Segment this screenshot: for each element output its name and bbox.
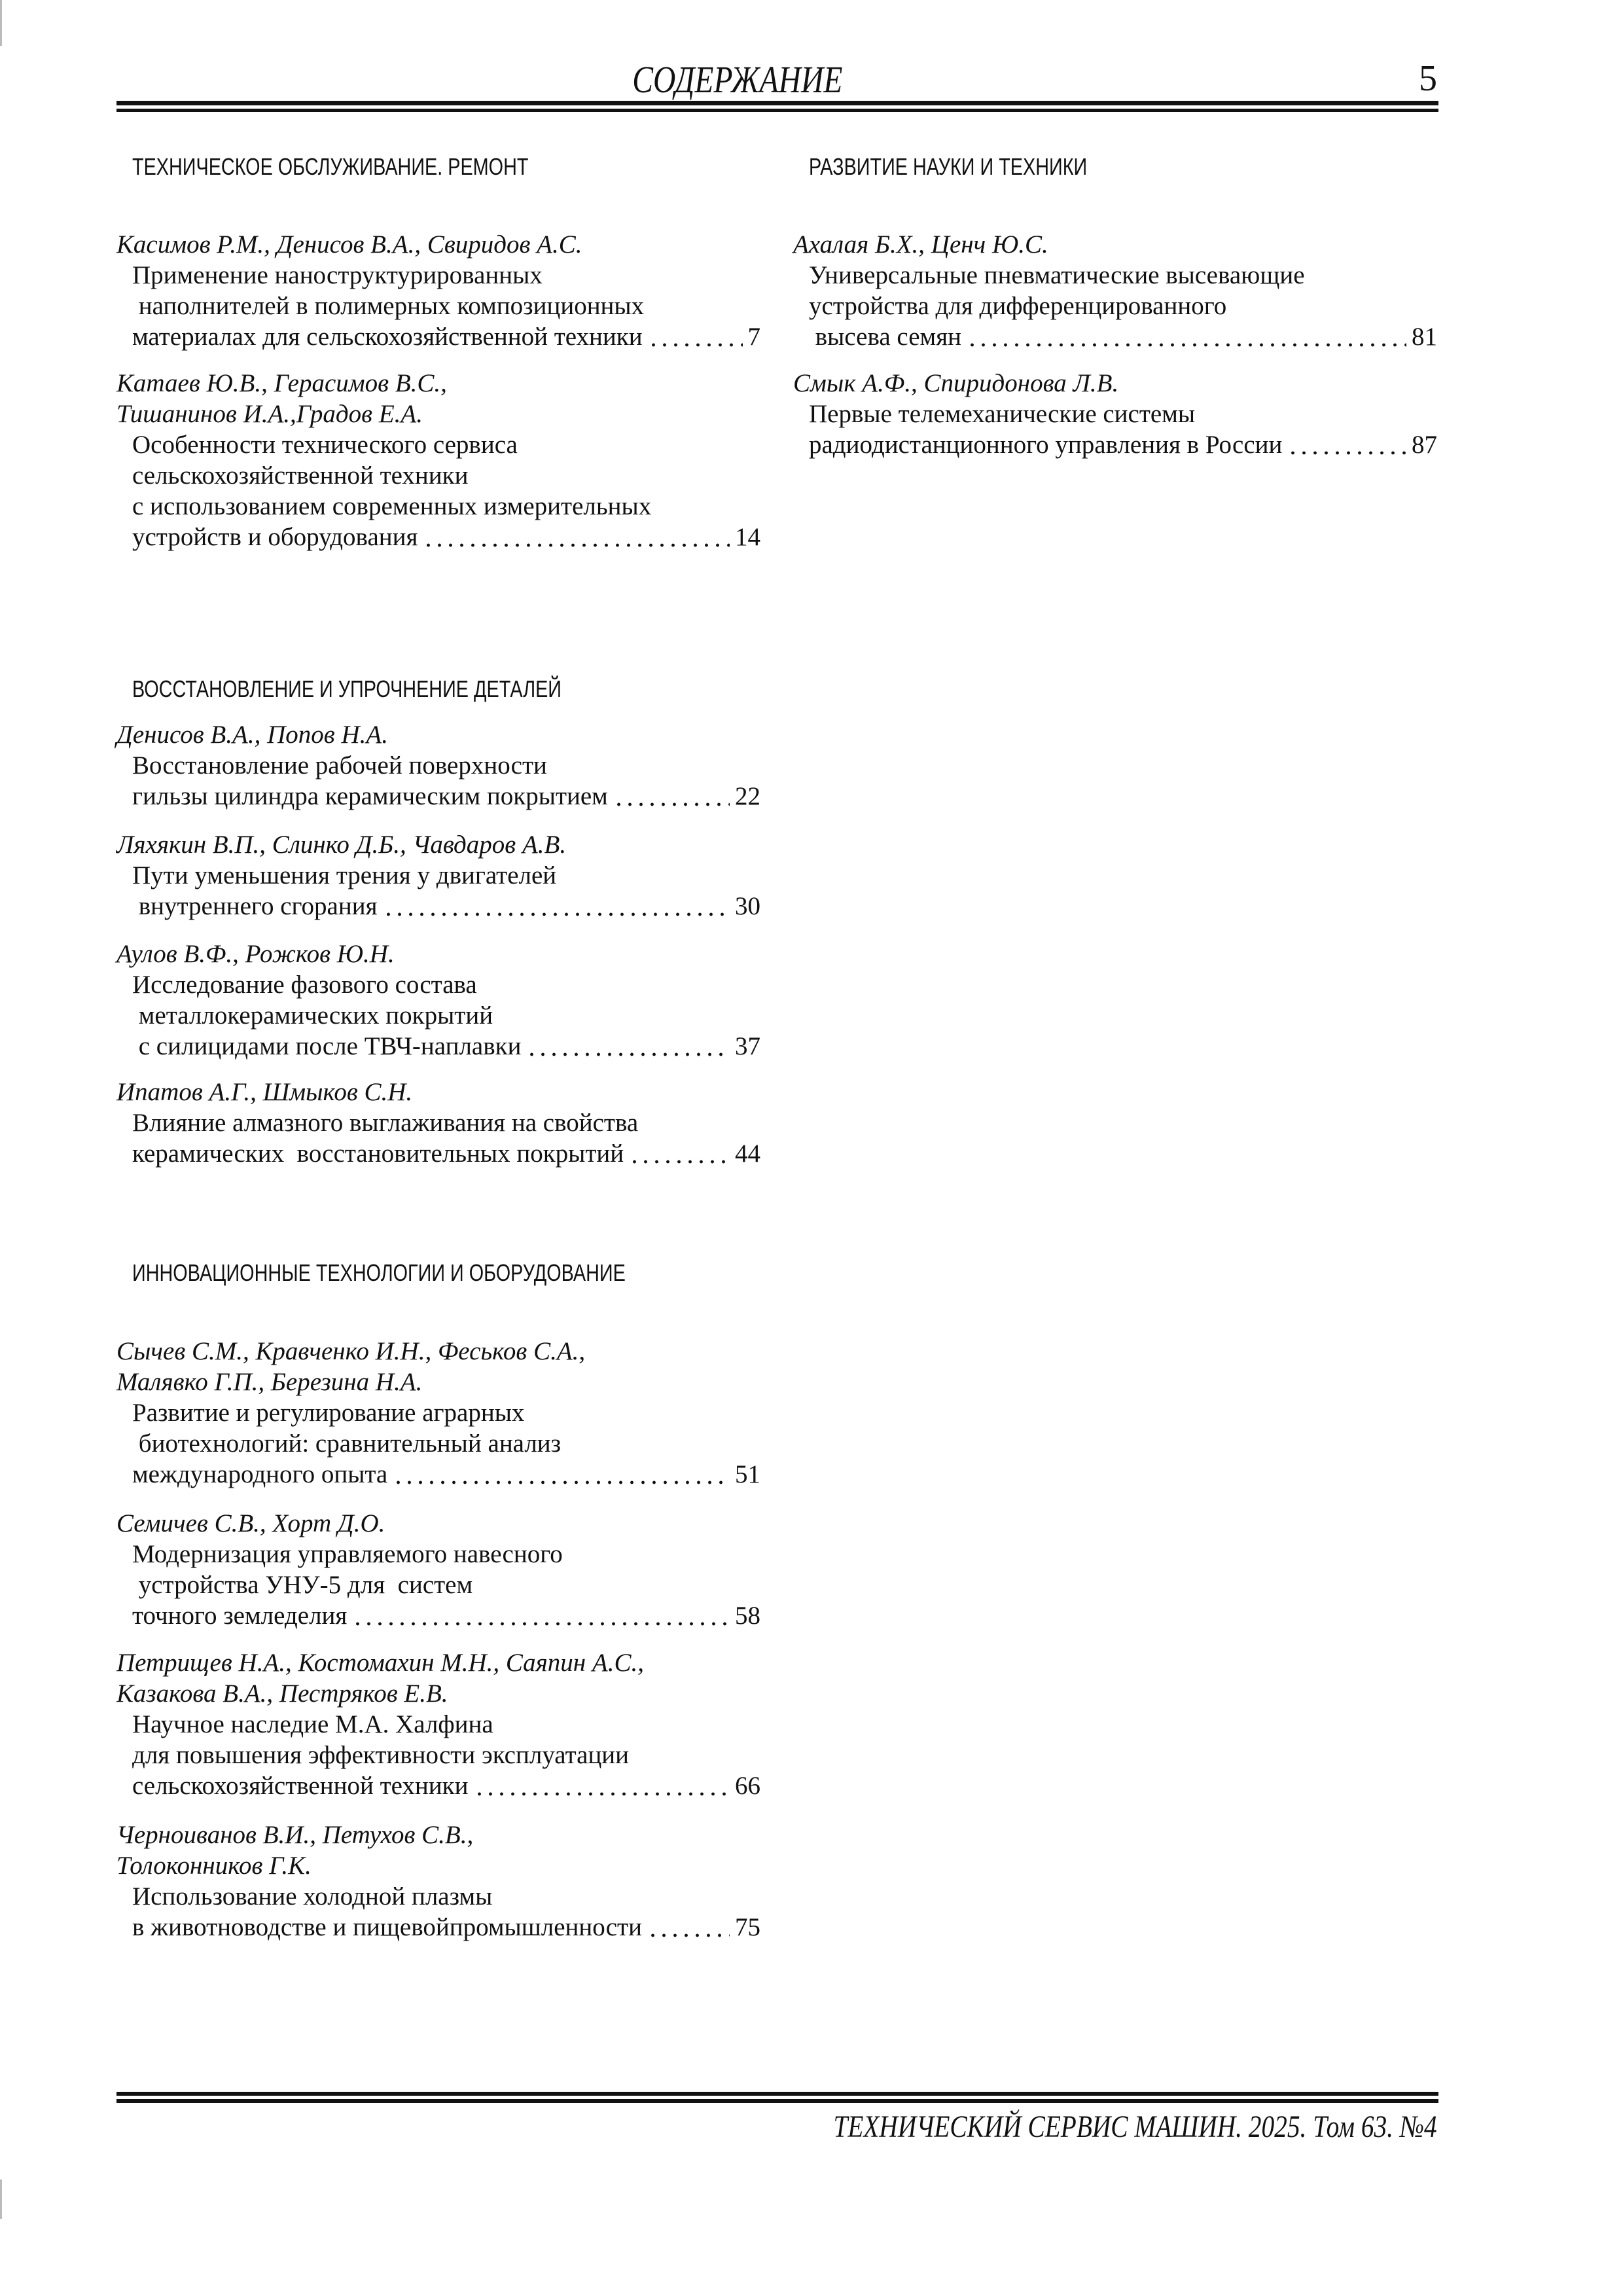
entry-title: Пути уменьшения трения у двигателей <box>132 861 557 889</box>
entry-title-line <box>116 891 760 922</box>
entry-title: в животноводстве и пищевойпромышленности <box>132 1913 642 1941</box>
entry-title-line <box>793 291 1437 321</box>
entry-title-line <box>116 1000 760 1031</box>
entry-title: Развитие и регулирование аграрных <box>132 1399 525 1427</box>
entry-title: устройств и оборудования <box>132 523 418 551</box>
entry-authors: Тишанинов И.А.,Градов Е.А. <box>116 400 423 428</box>
entry-page-number: 58 <box>735 1602 760 1630</box>
journal-footer: ТЕХНИЧЕСКИЙ СЕРВИС МАШИН. 2025. Том 63. №4 <box>833 2109 1437 2144</box>
entry-title-line <box>116 429 760 460</box>
toc-entry[interactable] <box>116 719 760 812</box>
entry-authors: Ляхякин В.П., Слинко Д.Б., Чавдаров А.В. <box>116 831 567 859</box>
entry-title-line <box>793 321 1437 352</box>
entry-title-line <box>116 750 760 781</box>
entry-title-line <box>116 460 760 491</box>
entry-authors: Казакова В.А., Пестряков Е.В. <box>116 1679 448 1708</box>
entry-title-line <box>116 781 760 812</box>
entry-title-line <box>116 491 760 522</box>
entry-title-line <box>116 1138 760 1169</box>
toc-entry[interactable] <box>116 1508 760 1631</box>
entry-title-line <box>116 1539 760 1570</box>
entry-title-line <box>116 1740 760 1770</box>
entry-page-number: 30 <box>735 892 760 920</box>
dot-leader <box>352 1600 730 1631</box>
entry-authors: Малявко Г.П., Березина Н.А. <box>116 1368 423 1396</box>
toc-entry[interactable] <box>116 1820 760 1943</box>
toc-entry[interactable] <box>116 229 760 352</box>
entry-page-number: 7 <box>747 323 760 351</box>
section-heading: ВОССТАНОВЛЕНИЕ И УПРОЧНЕНИЕ ДЕТАЛЕЙ <box>132 675 562 702</box>
entry-page-number: 14 <box>735 523 760 551</box>
page-edge <box>0 2179 2 2219</box>
entry-title-line <box>793 429 1437 460</box>
entry-title-line <box>116 1459 760 1490</box>
entry-authors: Денисов В.А., Попов Н.А. <box>116 721 388 749</box>
entry-title: металлокерамических покрытий <box>132 1001 493 1030</box>
entry-title: Использование холодной плазмы <box>132 1882 493 1910</box>
entry-authors: Катаев Ю.В., Герасимов В.С., <box>116 369 447 397</box>
entry-page-number: 75 <box>735 1913 760 1941</box>
entry-authors: Толоконников Г.К. <box>116 1852 312 1880</box>
page-edge <box>0 0 2 46</box>
entry-title-line <box>116 1428 760 1459</box>
entry-title: для повышения эффективности эксплуатации <box>132 1741 630 1769</box>
footer-rule <box>116 2099 1438 2103</box>
entry-title: Первые телемеханические системы <box>809 400 1196 428</box>
entry-title-line <box>116 1770 760 1801</box>
dot-leader <box>383 891 730 922</box>
page-number: 5 <box>1419 58 1437 99</box>
entry-authors: Смык А.Ф., Спиридонова Л.В. <box>793 369 1119 397</box>
section-heading: ИННОВАЦИОННЫЕ ТЕХНОЛОГИИ И ОБОРУДОВАНИЕ <box>132 1259 626 1286</box>
header-rule <box>116 109 1438 112</box>
dot-leader <box>629 1138 730 1169</box>
entry-authors: Аулов В.Ф., Рожков Ю.Н. <box>116 940 395 968</box>
entry-page-number: 22 <box>735 782 760 810</box>
entry-title-line <box>116 1881 760 1912</box>
page-title <box>0 58 1475 101</box>
entry-title: международного опыта <box>132 1460 388 1488</box>
entry-title: материалах для сельскохозяйственной техники <box>132 323 643 351</box>
entry-title-line <box>116 860 760 891</box>
footer-rule <box>116 2092 1438 2096</box>
entry-title: Особенности технического сервиса <box>132 431 518 459</box>
entry-title: Научное наследие М.А. Халфина <box>132 1710 493 1738</box>
entry-title: Универсальные пневматические высевающие <box>809 261 1305 289</box>
dot-leader <box>648 321 743 352</box>
entry-title: радиодистанционного управления в России <box>809 431 1283 459</box>
entry-title: устройства для дифференцированного <box>809 292 1227 320</box>
toc-entry[interactable] <box>116 829 760 922</box>
toc-entry[interactable] <box>116 939 760 1062</box>
entry-title-line <box>793 260 1437 291</box>
entry-page-number: 66 <box>735 1772 760 1800</box>
entry-title-line <box>116 1570 760 1600</box>
toc-entry[interactable] <box>793 368 1437 460</box>
entry-page-number: 44 <box>735 1139 760 1168</box>
entry-title: сельскохозяйственной техники <box>132 461 469 490</box>
entry-title: Применение наноструктурированных <box>132 261 543 289</box>
entry-title: устройства УНУ-5 для систем <box>132 1571 473 1599</box>
dot-leader <box>526 1031 730 1062</box>
toc-entry[interactable] <box>116 1336 760 1490</box>
entry-title: Исследование фазового состава <box>132 971 477 999</box>
entry-title-line <box>116 1912 760 1943</box>
entry-title-line <box>116 969 760 1000</box>
entry-title: наполнителей в полимерных композиционных <box>132 292 645 320</box>
entry-title-line <box>116 321 760 352</box>
entry-title-line <box>116 1397 760 1428</box>
entry-title: биотехнологий: сравнительный анализ <box>132 1429 562 1458</box>
dot-leader <box>967 321 1406 352</box>
dot-leader <box>647 1912 730 1943</box>
page-title-text: СОДЕРЖАНИЕ <box>632 58 843 101</box>
entry-title: с использованием современных измерительных <box>132 492 652 520</box>
entry-title: керамических восстановительных покрытий <box>132 1139 624 1168</box>
entry-title: с силицидами после ТВЧ-наплавки <box>132 1032 522 1060</box>
entry-title-line <box>116 1709 760 1740</box>
dot-leader <box>423 522 730 552</box>
entry-title: точного земледелия <box>132 1602 348 1630</box>
entry-title-line <box>116 1107 760 1138</box>
header-rule <box>116 101 1438 105</box>
entry-authors: Ахалая Б.Х., Ценч Ю.С. <box>793 230 1048 259</box>
dot-leader <box>393 1459 730 1490</box>
entry-authors: Семичев С.В., Хорт Д.О. <box>116 1509 385 1537</box>
entry-title: внутреннего сгорания <box>132 892 378 920</box>
section-heading: ТЕХНИЧЕСКОЕ ОБСЛУЖИВАНИЕ. РЕМОНТ <box>132 153 529 180</box>
toc-entry[interactable] <box>116 368 760 552</box>
entry-authors: Касимов Р.М., Денисов В.А., Свиридов А.С. <box>116 230 582 259</box>
dot-leader <box>1287 429 1406 460</box>
toc-entry[interactable] <box>116 1647 760 1801</box>
entry-title-line <box>116 522 760 552</box>
entry-authors: Черноиванов В.И., Петухов С.В., <box>116 1821 474 1849</box>
dot-leader <box>474 1770 730 1801</box>
entry-title-line <box>116 260 760 291</box>
entry-title-line <box>116 1031 760 1062</box>
entry-page-number: 81 <box>1412 323 1437 351</box>
entry-page-number: 87 <box>1412 431 1437 459</box>
entry-title: Модернизация управляемого навесного <box>132 1540 563 1568</box>
entry-title: Влияние алмазного выглаживания на свойства <box>132 1109 639 1137</box>
entry-authors: Сычев С.М., Кравченко И.Н., Феськов С.А., <box>116 1337 586 1365</box>
entry-title-line <box>116 291 760 321</box>
entry-title-line <box>793 399 1437 429</box>
entry-page-number: 51 <box>735 1460 760 1488</box>
entry-title: высева семян <box>809 323 962 351</box>
entry-title: гильзы цилиндра керамическим покрытием <box>132 782 608 810</box>
dot-leader <box>613 781 730 812</box>
toc-entry[interactable] <box>116 1077 760 1169</box>
toc-entry[interactable] <box>793 229 1437 352</box>
entry-authors: Ипатов А.Г., Шмыков С.Н. <box>116 1078 413 1106</box>
entry-title: Восстановление рабочей поверхности <box>132 751 547 780</box>
entry-page-number: 37 <box>735 1032 760 1060</box>
entry-authors: Петрищев Н.А., Костомахин М.Н., Саяпин А.С., <box>116 1649 644 1677</box>
entry-title: сельскохозяйственной техники <box>132 1772 469 1800</box>
entry-title-line <box>116 1600 760 1631</box>
section-heading: РАЗВИТИЕ НАУКИ И ТЕХНИКИ <box>809 153 1088 180</box>
